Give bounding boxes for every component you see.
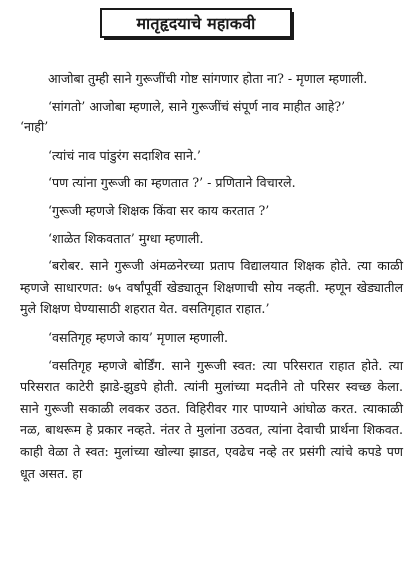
paragraph-boarding: ‘वसतिगृह म्हणजे बोर्डिंग. साने गुरूजी स्वत: त्या परिसरात राहात होते. त्या परिसरात काटेरी झाडे-झुडपे होती. त्यांनी मुलांच्या मदतीने तो परिसर स्वच्छ केला. साने गुरूजी सकाळी लवकर उठत. विहिरीवर गार पाण्याने आंघोळ करत. त्याकाळी नळ, बाथरूम हे प्रकार नव्हते. नंतर ते मुलांना उठवत, त्यांना देवाची प्रार्थना शिकवत. काही वेळा ते स्वत: मुलांच्या खोल्या झाडत, एवढेच नव्हे तर प्रसंगी त्यांचे कपडे पण धूत असत. हा <box>20 357 403 481</box>
paragraph-full-name: ‘त्यांचं नाव पांडुरंग सदाशिव साने.’ <box>48 147 201 163</box>
paragraph-grandpa-reply: ‘सांगतो’ आजोबा म्हणाले, साने गुरूजींचं संपूर्ण नाव माहीत आहे?’ <box>48 98 346 114</box>
paragraph-no: ‘नाही’ <box>20 119 49 135</box>
paragraph-why-guruji: ‘पण त्यांना गुरूजी का म्हणतात ?’ - प्रणिताने विचारले. <box>48 175 296 191</box>
chapter-title-frame <box>100 8 300 46</box>
chapter-title-box <box>100 8 292 38</box>
chapter-title: मातृहृदयाचे महाकवी <box>136 14 256 33</box>
paragraph-amalner: ‘बरोबर. साने गुरूजी अंमळनेरच्या प्रताप विद्यालयात शिक्षक होते. त्या काळी म्हणजे साधारणत: ७५ वर्षांपूर्वी खेड्यातून शिक्षणाची सोय नव्हती. म्हणून खेड्यातील मुले शिक्षण घेण्यासाठी शहरात येत. वसतिगृहात राहात.’ <box>20 258 403 317</box>
paragraph-intro: आजोबा तुम्ही साने गुरूजींची गोष्ट सांगणार होता ना? - मृणाल म्हणाली. <box>48 71 368 86</box>
paragraph-hostel-question: ‘वसतिगृह म्हणजे काय’ मृणाल म्हणाली. <box>48 329 229 345</box>
paragraph-teach-in-school: ‘शाळेत शिकवतात’ मुग्धा म्हणाली. <box>48 230 204 246</box>
paragraph-teacher-question: ‘गुरूजी म्हणजे शिक्षक किंवा सर काय करतात ?’ <box>48 202 270 218</box>
story-body <box>20 68 403 484</box>
